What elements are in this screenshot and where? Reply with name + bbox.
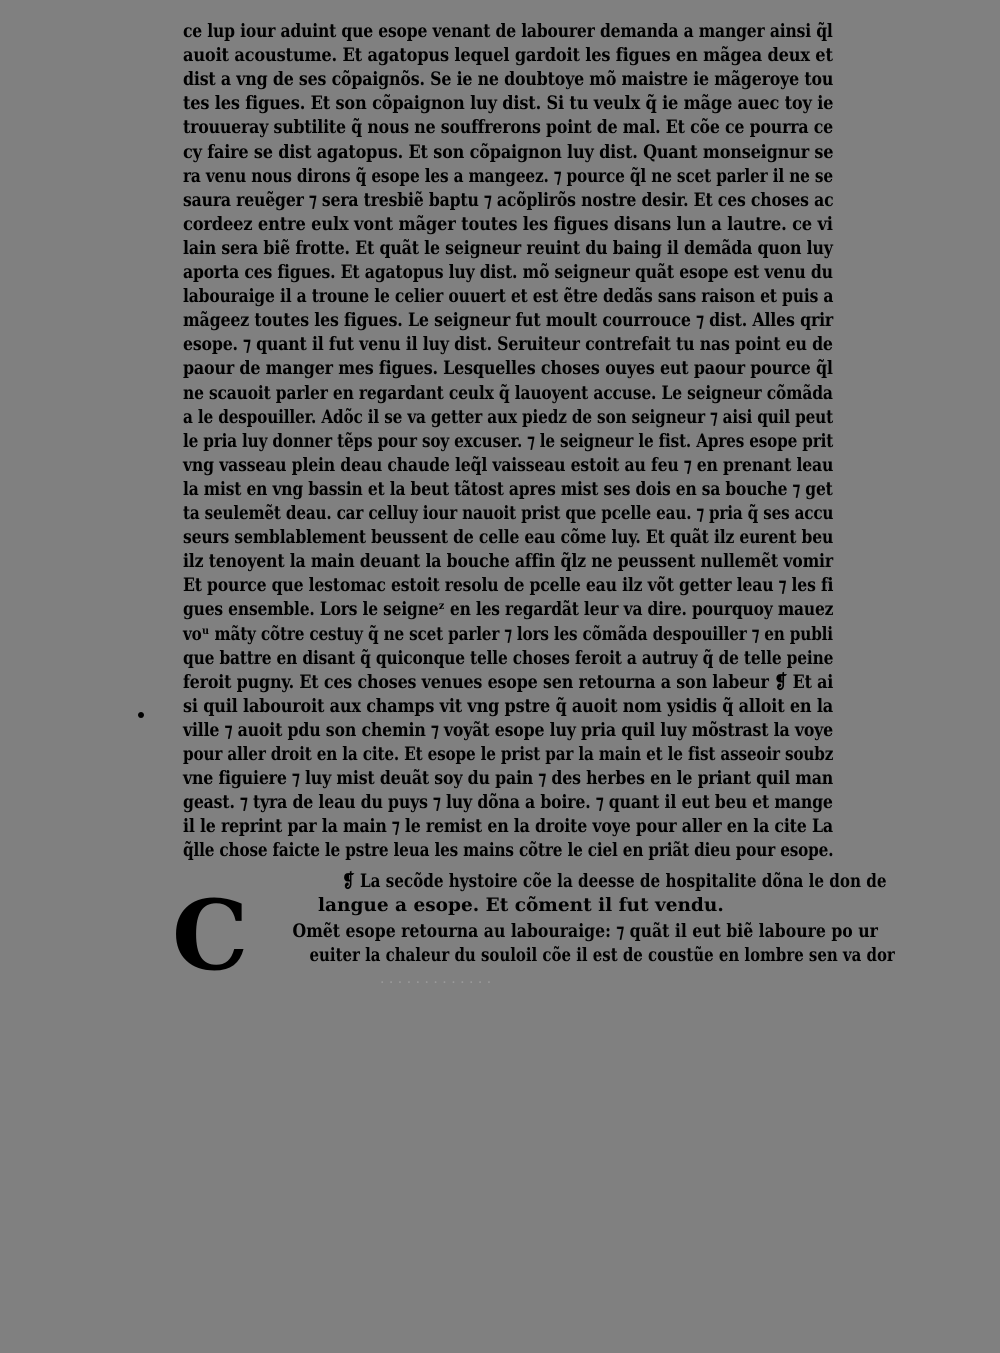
heading-line: langue a esope. Et cõment il fut vendu. [318, 895, 724, 916]
text-line: le pria luy donner tẽps pour soy excuser. ⁊ le seigneur le fist. Apres esope prit [183, 430, 834, 452]
text-line: trouueray subtilite q̃ nous ne souffrerons point de mal. Et cõe ce pourra ce [183, 117, 833, 139]
text-line: geast. ⁊ tyra de leau du puys ⁊ luy dõna a boire. ⁊ quant il eut beu et mange [183, 792, 833, 814]
text-line: vne figuiere ⁊ luy mist deuãt soy du pain ⁊ des herbes en le priant quil man [183, 768, 834, 790]
text-line: que battre en disant q̃ quiconque telle choses feroit a autruy q̃ de telle peine [183, 647, 834, 669]
text-line: auoit acoustume. Et agatopus lequel gardoit les figues en mãgea deux et [183, 45, 833, 67]
text-line: aporta ces figues. Et agatopus luy dist. mõ seigneur quãt esope est venu du [183, 262, 833, 283]
text-line: ra venu nous dirons q̃ esope les a mangeez. ⁊ pource q̃l ne scet parler il ne se [183, 165, 833, 187]
text-line: la mist en vng bassin et la beut tãtost apres mist ses dois en sa bouche ⁊ get [183, 478, 833, 500]
text-line: voᵘ mãty cõtre cestuy q̃ ne scet parler ⁊ lors les cõmãda despouiller ⁊ en publi [183, 623, 833, 645]
text-line: feroit pugny. Et ces choses venues esope sen retourna a son labeur ❡ Et ai [183, 671, 834, 693]
ink-spot [138, 712, 144, 718]
text-line: Et pource que lestomac estoit resolu de pcelle eau ilz võt getter leau ⁊ les fi [183, 575, 834, 597]
drop-cap-initial: C [172, 879, 249, 992]
text-line: q̃lle chose faicte le pstre leua les mains cõtre le ciel en priãt dieu pour esope. [183, 840, 834, 862]
text-line: labouraige il a troune le celier ouuert et est ẽtre dedãs sans raison et puis a [183, 286, 834, 308]
heading-line: ❡ La secõde hystoire cõe la deesse de hospitalite dõna le don de [341, 871, 887, 892]
text-line: lain sera biẽ frotte. Et quãt le seigneur reuint du baing il demãda quon luy [183, 237, 833, 259]
text-line: ville ⁊ auoit pdu son chemin ⁊ voyãt esope luy pria quil luy mõstrast la voye [183, 719, 834, 741]
text-line: ilz tenoyent la main deuant la bouche affin q̃lz ne peussent nullemẽt vomir [183, 551, 833, 573]
text-line: cy faire se dist agatopus. Et son cõpaignon luy dist. Quant monseignur se [183, 141, 834, 163]
text-line: il le reprint par la main ⁊ le remist en la droite voye pour aller en la cite La [183, 816, 833, 838]
text-line: ta seulemẽt deau. car celluy iour nauoit prist que pcelle eau. ⁊ pria q̃ ses accu [183, 503, 834, 524]
text-line: a le despouiller. Adõc il se va getter aux piedz de son seigneur ⁊ aisi quil peut [183, 406, 833, 428]
text-line: cordeez entre eulx vont mãger toutes les figues disans lun a lautre. ce vi [183, 213, 833, 235]
text-line: gues ensemble. Lors le seigneᶻ en les regardãt leur va dire. pourquoy mauez [183, 599, 834, 621]
text-line: tes les figues. Et son cõpaignon luy dist. Si tu veulx q̃ ie mãge auec toy ie [183, 93, 834, 115]
text-line: dist a vng de ses cõpaignõs. Se ie ne doubtoye mõ maistre ie mãgeroye tou [183, 69, 834, 91]
text-line: ce lup iour aduint que esope venant de labourer demanda a manger ainsi q̃l [183, 21, 833, 42]
text-line: ne scauoit parler en regardant ceulx q̃ lauoyent accuse. Le seigneur cõmãda [183, 382, 833, 404]
text-line: Omẽt esope retourna au labouraige: ⁊ quãt il eut biẽ laboure po ur [292, 921, 878, 942]
text-line: seurs semblablement beussent de celle eau cõme luy. Et quãt ilz eurent beu [183, 527, 834, 549]
text-line: esope. ⁊ quant il fut venu il luy dist. Seruiteur contrefait tu nas point eu de [183, 334, 833, 356]
text-line: pour aller droit en la cite. Et esope le prist par la main et le fist asseoir soubz [183, 744, 834, 765]
text-line: vng vasseau plein deau chaude leq̃l vaisseau estoit au feu ⁊ en prenant leau [183, 454, 834, 476]
text-line: si quil labouroit aux champs vit vng pstre q̃ auoit nom ysidis q̃ alloit en la [183, 695, 833, 717]
text-line: mãgeez toutes les figues. Le seigneur fut moult courrouce ⁊ dist. Alles qrir [183, 310, 834, 332]
bleedthrough-text: · · · · · · · · · · · · · [380, 975, 492, 991]
text-line: saura reuẽger ⁊ sera tresbiẽ baptu ⁊ acõplirõs nostre desir. Et ces choses ac [183, 189, 834, 211]
text-line: paour de manger mes figues. Lesquelles choses ouyes eut paour pource q̃l [183, 358, 833, 380]
text-line: euiter la chaleur du souloil cõe il est de coustũe en lombre sen va dor [309, 945, 895, 966]
